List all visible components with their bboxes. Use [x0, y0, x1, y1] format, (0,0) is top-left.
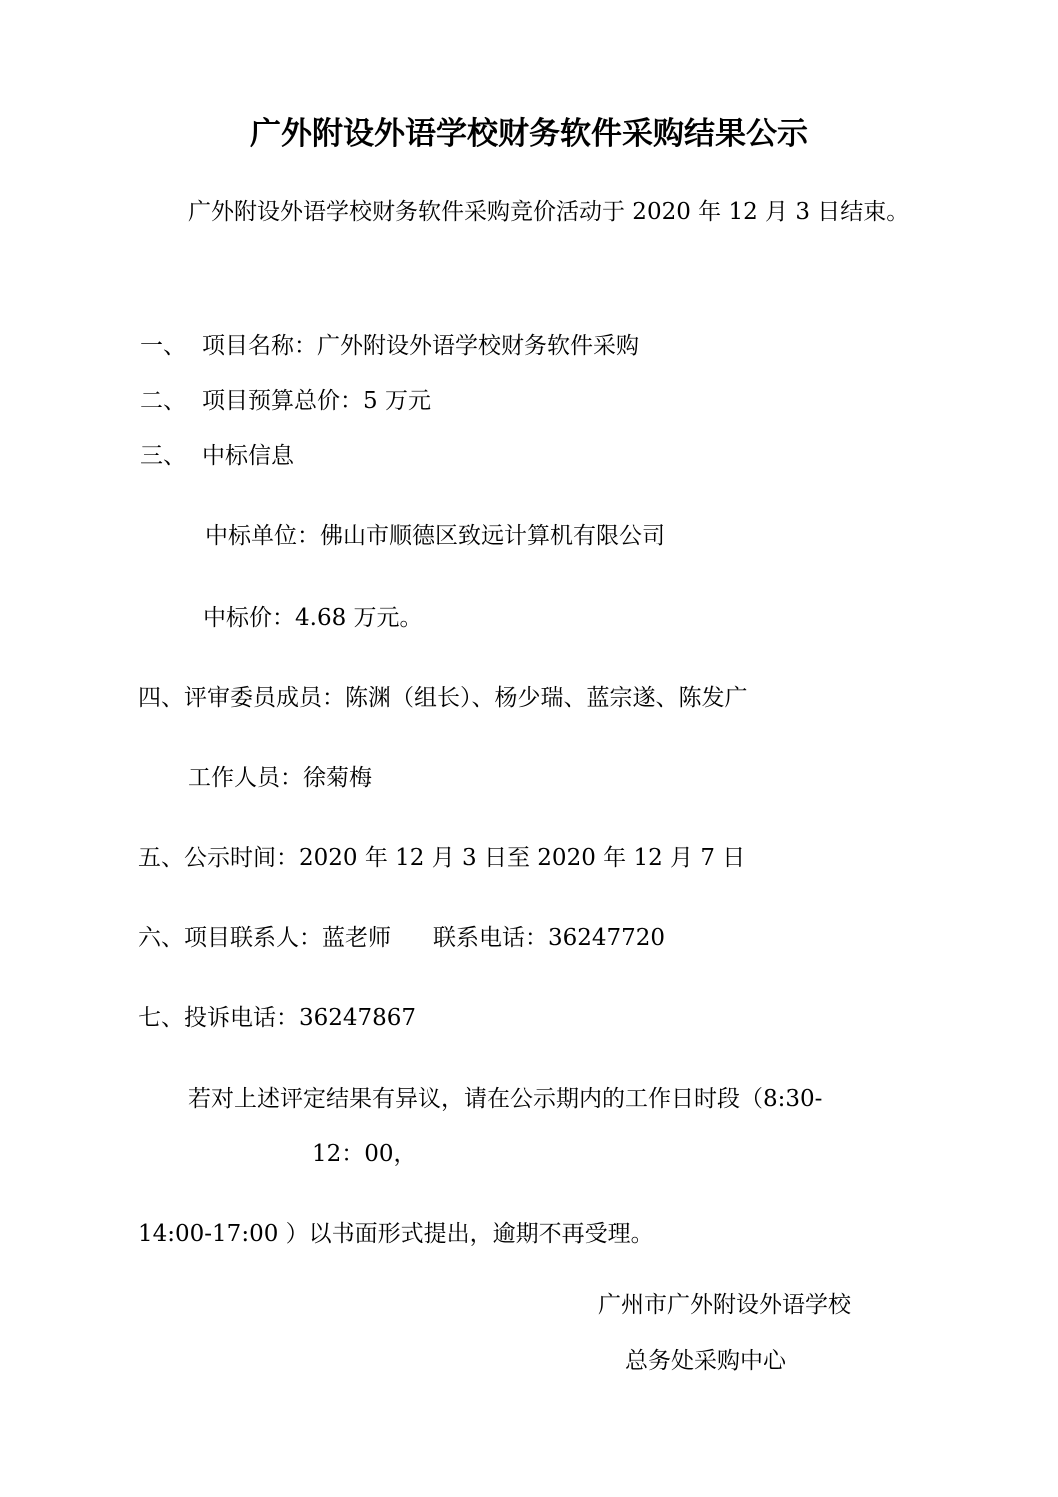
- contact-phone: 联系电话：36247720: [433, 925, 666, 951]
- item-budget: [140, 386, 431, 416]
- item-contact: [138, 923, 665, 953]
- intro-paragraph: 广外附设外语学校财务软件采购竞价活动于 2020 年 12 月 3 日结束。: [188, 199, 910, 225]
- winning-price: 中标价：4.68 万元。: [203, 605, 423, 631]
- item-text: 项目预算总价：5 万元: [202, 388, 431, 414]
- staff-member: 工作人员：徐菊梅: [188, 765, 372, 791]
- winning-unit: 中标单位：佛山市顺德区致远计算机有限公司: [205, 523, 665, 549]
- item-review-committee: 四、评审委员成员：陈渊（组长）、杨少瑞、蓝宗遂、陈发广: [138, 685, 748, 711]
- signature-department: 总务处采购中心: [625, 1348, 786, 1374]
- item-project-name: [140, 331, 639, 361]
- signature-school: 广州市广外附设外语学校: [598, 1292, 851, 1318]
- item-text: 项目名称：广外附设外语学校财务软件采购: [202, 333, 639, 359]
- contact-person: 六、项目联系人：蓝老师: [138, 925, 391, 951]
- item-complaint-phone: 七、投诉电话：36247867: [138, 1005, 417, 1031]
- item-announcement-period: 五、公示时间：2020 年 12 月 3 日至 2020 年 12 月 7 日: [138, 845, 746, 871]
- item-number: 二、: [140, 388, 186, 414]
- document-title: 广外附设外语学校财务软件采购结果公示: [250, 116, 808, 152]
- item-text: 中标信息: [202, 443, 294, 469]
- objection-note-line2: 12：00，: [312, 1141, 417, 1167]
- objection-note-line3: 14:00-17:00 ）以书面形式提出，逾期不再受理。: [138, 1221, 654, 1247]
- item-winning-info: [140, 441, 294, 471]
- item-number: 三、: [140, 443, 186, 469]
- objection-note-line1: 若对上述评定结果有异议，请在公示期内的工作日时段（8:30-: [188, 1086, 823, 1112]
- item-number: 一、: [140, 333, 186, 359]
